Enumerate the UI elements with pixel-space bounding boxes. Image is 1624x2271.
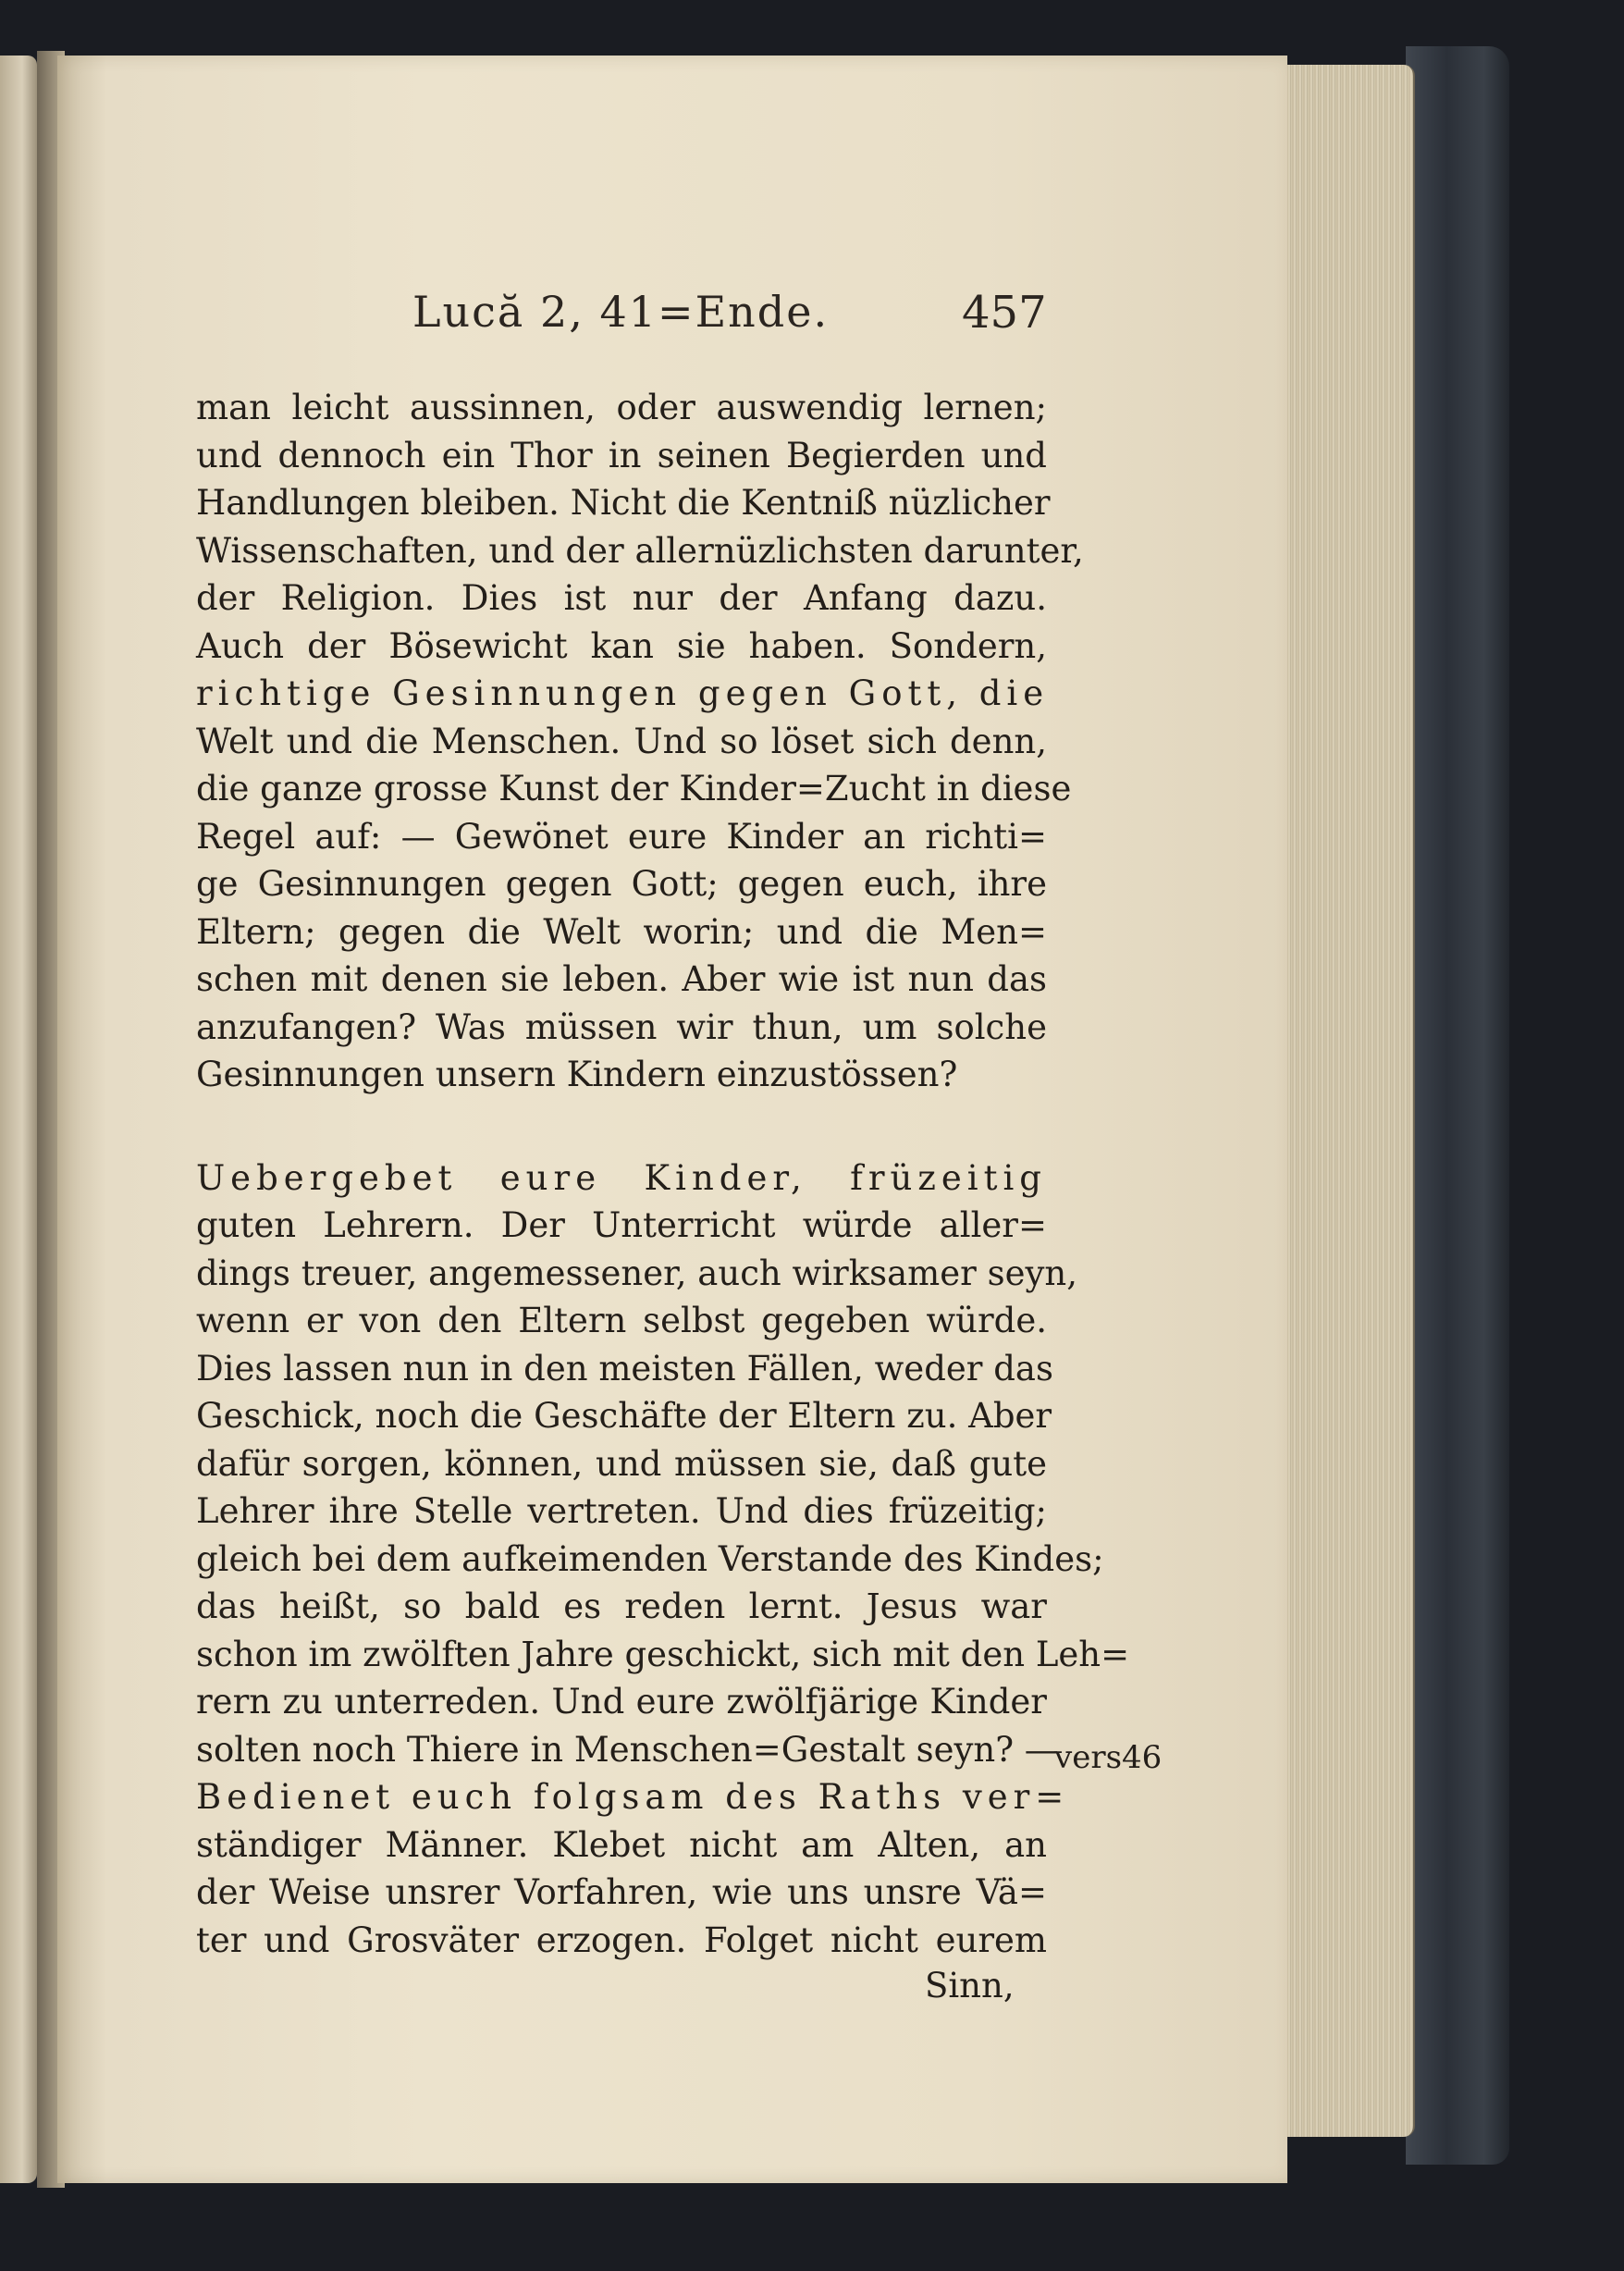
book-cover-edge — [1406, 46, 1509, 2165]
text-line: Handlungen bleiben. Nicht die Kentniß nüzlicher — [196, 483, 1051, 523]
text-line: Dies lassen nun in den meisten Fällen, weder das — [196, 1348, 1053, 1389]
text-line: rern zu unterreden. Und eure zwölfjärige Kinder — [196, 1682, 1047, 1722]
text-line: Uebergebet eure Kinder, früzeitig — [196, 1157, 1047, 1198]
page-block-edges — [1274, 65, 1415, 2137]
text-line: Lehrer ihre Stelle vertreten. Und dies früzeitig; — [196, 1491, 1047, 1531]
text-line: Wissenschaften, und der allernüzlichsten darunter, — [196, 530, 1084, 571]
text-line: schon im zwölften Jahre geschickt, sich mit den Leh= — [196, 1634, 1130, 1674]
text-line: Eltern; gegen die Welt worin; und die Men= — [196, 911, 1047, 952]
text-line: der Religion. Dies ist nur der Anfang dazu. — [196, 578, 1047, 618]
text-line: Welt und die Menschen. Und so löset sich denn, — [196, 721, 1047, 761]
page-header — [57, 287, 1287, 342]
text-line: guten Lehrern. Der Unterricht würde aller= — [196, 1205, 1047, 1245]
text-line: Geschick, noch die Geschäfte der Eltern zu. Aber — [196, 1396, 1052, 1436]
text-line: ge Gesinnungen gegen Gott; gegen euch, ihre — [196, 864, 1047, 904]
text-line: man leicht aussinnen, oder auswendig lernen; — [196, 388, 1047, 427]
text-line: das heißt, so bald es reden lernt. Jesus war — [196, 1586, 1047, 1626]
text-line: Bedienet euch folgsam des Raths ver= — [196, 1777, 1070, 1817]
text-line: und dennoch ein Thor in seinen Begierden und — [196, 435, 1047, 475]
text-line: Regel auf: — Gewönet eure Kinder an richti= — [196, 816, 1047, 857]
text-line: schen mit denen sie leben. Aber wie ist nun das — [196, 959, 1047, 999]
text-line: der Weise unsrer Vorfahren, wie uns unsre Vä= — [196, 1872, 1047, 1912]
text-line: Gesinnungen unsern Kindern einzustössen? — [196, 1055, 958, 1094]
running-head: Lucă 2, 41=Ende. — [412, 287, 830, 337]
text-line: gleich bei dem aufkeimenden Verstande des Kindes; — [196, 1538, 1104, 1579]
text-line: dafür sorgen, können, und müssen sie, daß gute — [196, 1443, 1047, 1484]
text-line: solten noch Thiere in Menschen=Gestalt seyn? — — [196, 1729, 1059, 1770]
text-line: wenn er von den Eltern selbst gegeben würde. — [196, 1301, 1047, 1340]
text-line: die ganze grosse Kunst der Kinder=Zucht in diese — [196, 769, 1072, 808]
catchword: Sinn, — [925, 1966, 1015, 2006]
book-page — [57, 56, 1287, 2183]
text-line: ständiger Männer. Klebet nicht am Alten, an — [196, 1824, 1047, 1865]
paragraph — [196, 384, 1084, 1099]
marginal-verse-note: vers46 — [1054, 1739, 1163, 1776]
paragraph-gap — [196, 1099, 1047, 1154]
text-line: richtige Gesinnungen gegen Gott, die — [196, 673, 1050, 713]
facing-page-edge — [0, 56, 37, 2183]
text-line: dings treuer, angemessener, auch wirksamer seyn, — [196, 1253, 1077, 1293]
page-number: 457 — [962, 287, 1047, 339]
text-line: ter und Grosväter erzogen. Folget nicht eurem — [196, 1919, 1047, 1960]
text-line: Auch der Bösewicht kan sie haben. Sondern, — [196, 625, 1047, 666]
text-line: anzufangen? Was müssen wir thun, um solche — [196, 1006, 1047, 1047]
